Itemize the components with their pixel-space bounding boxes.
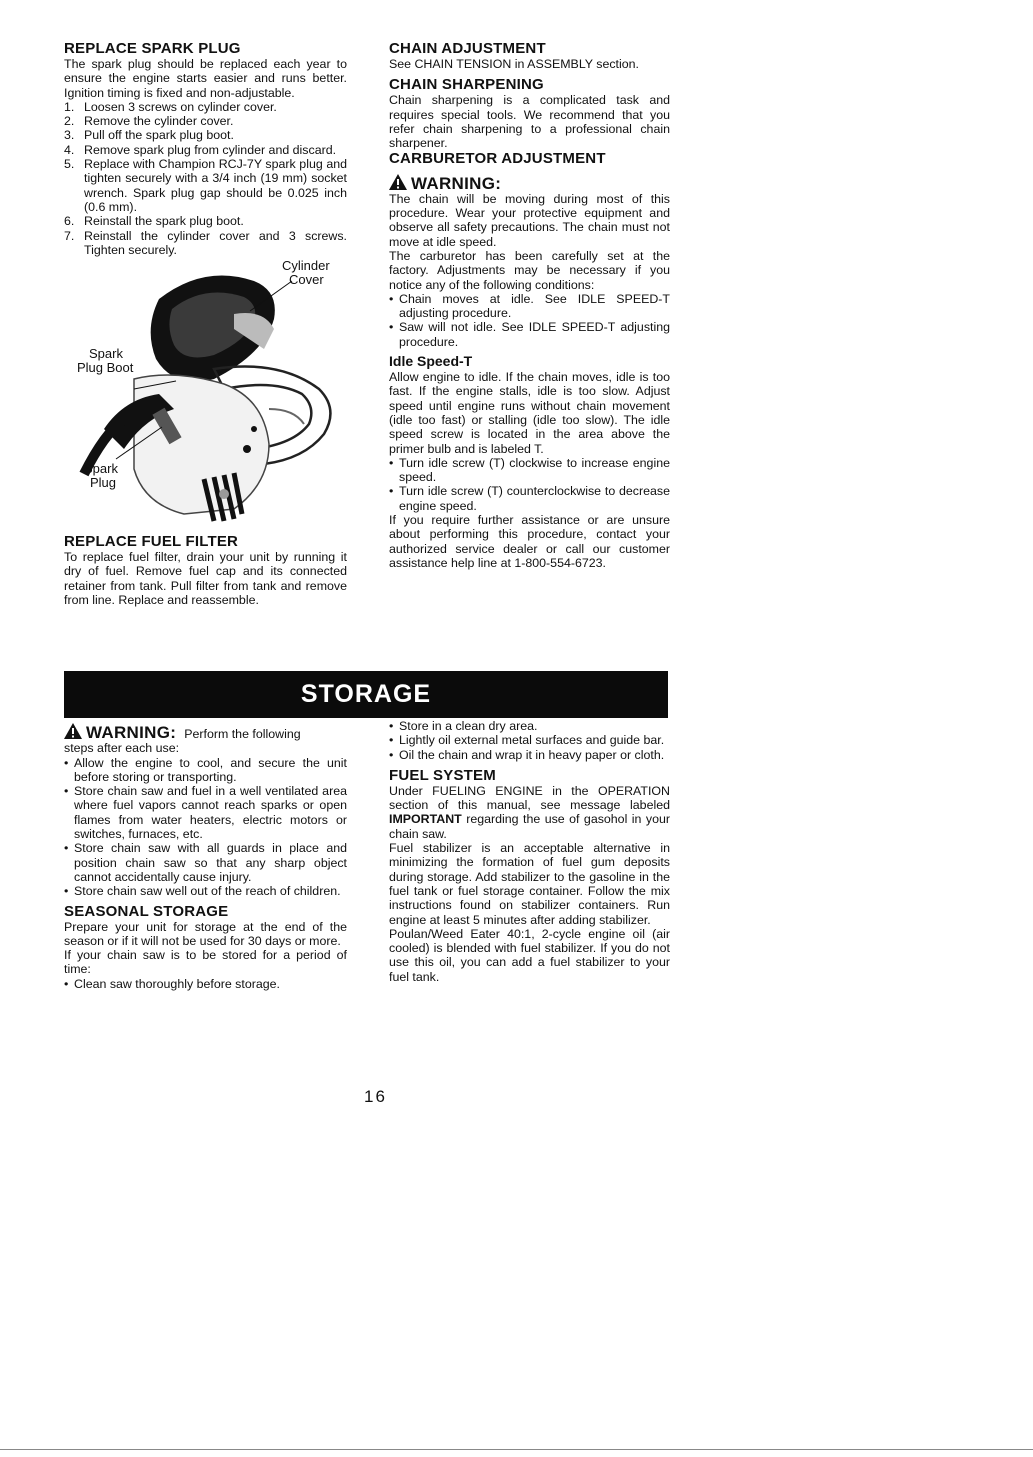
bullet-text: Chain moves at idle. See IDLE SPEED-T adjusting procedure. bbox=[399, 291, 670, 321]
idle-speed-bullets bbox=[389, 456, 670, 513]
replace-spark-plug-intro: The spark plug should be replaced each year to ensure the engine starts easier and runs better. Ignition timing is fixed and non-adjustable. bbox=[64, 57, 347, 100]
step-text: Pull off the spark plug boot. bbox=[84, 128, 234, 143]
bullet-text: Lightly oil external metal surfaces and guide bar. bbox=[399, 733, 665, 748]
bullet-icon: • bbox=[389, 455, 394, 470]
fuel-system-text1-b: regarding the use of gasohol in your chain saw. bbox=[389, 812, 670, 841]
label-spark: Spark bbox=[84, 461, 118, 477]
bullet-icon: • bbox=[64, 884, 69, 899]
label-plug-boot: Plug Boot bbox=[77, 360, 134, 376]
list-item bbox=[389, 733, 670, 747]
label-plug: Plug bbox=[90, 475, 117, 491]
list-item bbox=[389, 456, 670, 485]
bullet-icon: • bbox=[389, 291, 394, 306]
label-spark-boot: Spark bbox=[89, 346, 123, 362]
bullet-text: Clean saw thoroughly before storage. bbox=[74, 976, 280, 991]
bullet-text: Allow the engine to cool, and secure the unit before storing or transporting. bbox=[74, 755, 347, 784]
list-item bbox=[64, 756, 347, 785]
chain-adjustment-text: See CHAIN TENSION in ASSEMBLY section. bbox=[389, 57, 639, 71]
storage-warning-label: WARNING: bbox=[86, 723, 177, 742]
bullet-icon: • bbox=[64, 976, 69, 991]
step-text: Remove the cylinder cover. bbox=[84, 114, 234, 129]
left-column-top bbox=[64, 40, 347, 607]
list-item bbox=[389, 320, 670, 349]
list-item bbox=[389, 484, 670, 513]
step-number: 1. bbox=[64, 99, 75, 114]
bottom-rule bbox=[0, 1449, 1033, 1450]
warning-triangle-icon bbox=[389, 174, 407, 190]
storage-warning-text: Perform the following bbox=[184, 727, 301, 741]
storage-warning bbox=[64, 722, 347, 741]
right-column-top bbox=[389, 40, 670, 570]
fuel-system-important: IMPORTANT bbox=[389, 812, 462, 827]
step-number: 4. bbox=[64, 142, 75, 157]
fuel-system-heading: FUEL SYSTEM bbox=[389, 766, 496, 784]
bullet-text: Turn idle screw (T) clockwise to increase engine speed. bbox=[399, 455, 670, 485]
bullet-text: Store chain saw and fuel in a well ventilated area where fuel vapors cannot reach sparks or open flames from water heaters, electric motors or switches, furnaces, etc. bbox=[74, 784, 347, 842]
bullet-icon: • bbox=[389, 719, 394, 733]
idle-speed-text: Allow engine to idle. If the chain moves, idle is too fast. If the engine stalls, idle is too slow. Adjust speed until engine runs without chain movement (idle too fast) or stalling (idle too slow). The idle speed screw is located in the area above the primer bulb and is labeled T. bbox=[389, 370, 670, 456]
list-item bbox=[64, 784, 347, 841]
list-item bbox=[64, 128, 347, 142]
chain-sharpening-heading: CHAIN SHARPENING bbox=[389, 76, 544, 94]
list-item bbox=[64, 157, 347, 214]
seasonal-storage-text1: Prepare your unit for storage at the end of the season or if it will not be used for 30 days or more. bbox=[64, 919, 347, 948]
step-text: Loosen 3 screws on cylinder cover. bbox=[84, 99, 277, 114]
carburetor-text: The carburetor has been carefully set at the factory. Adjustments may be necessary if you notice any of the following conditions: bbox=[389, 248, 670, 292]
storage-banner: STORAGE bbox=[64, 671, 668, 718]
storage-bullets bbox=[64, 756, 347, 899]
chainsaw-figure bbox=[64, 259, 354, 529]
list-item bbox=[64, 100, 347, 114]
left-column-bottom bbox=[64, 720, 347, 991]
carburetor-warning bbox=[389, 173, 670, 194]
list-item bbox=[389, 719, 670, 733]
fuel-system-text3: Poulan/Weed Eater 40:1, 2-cycle engine oil (air cooled) is blended with fuel stabilizer. If you do not use this oil, you can add a fuel stabilizer to your fuel tank. bbox=[389, 926, 670, 984]
list-item bbox=[64, 114, 347, 128]
list-item bbox=[64, 229, 347, 258]
bullet-text: Saw will not idle. See IDLE SPEED-T adjusting procedure. bbox=[399, 320, 670, 349]
replace-spark-plug-heading: REPLACE SPARK PLUG bbox=[64, 40, 241, 57]
step-number: 2. bbox=[64, 114, 75, 129]
storage-warning-cont: steps after each use: bbox=[64, 741, 180, 756]
idle-speed-help-text: If you require further assistance or are unsure about performing this procedure, contact your authorized service dealer or call our customer assistance help line at 1-800-554-6723. bbox=[389, 513, 670, 570]
seasonal-storage-heading: SEASONAL STORAGE bbox=[64, 902, 229, 920]
carburetor-bullets bbox=[389, 292, 670, 349]
bullet-icon: • bbox=[389, 733, 394, 748]
list-item bbox=[389, 292, 670, 321]
bullet-text: Turn idle screw (T) counterclockwise to decrease engine speed. bbox=[399, 484, 670, 513]
warning-triangle-icon bbox=[64, 723, 82, 739]
fuel-system-text1 bbox=[389, 784, 670, 841]
label-cover: Cover bbox=[289, 272, 324, 288]
bullet-text: Store chain saw with all guards in place and position chain saw so that any sharp object cannot accidentally cause injury. bbox=[74, 841, 347, 884]
idle-speed-heading: Idle Speed-T bbox=[389, 353, 473, 370]
step-number: 5. bbox=[64, 157, 75, 172]
carburetor-warning-text: The chain will be moving during most of this procedure. Wear your protective equipment and observe all safety precautions. The chain must not move at idle speed. bbox=[389, 191, 670, 249]
list-item bbox=[64, 143, 347, 157]
carburetor-adjustment-heading: CARBURETOR ADJUSTMENT bbox=[389, 150, 606, 168]
list-item bbox=[64, 884, 347, 898]
step-number: 3. bbox=[64, 128, 75, 143]
step-number: 7. bbox=[64, 228, 75, 243]
bullet-icon: • bbox=[389, 747, 394, 762]
carburetor-warning-label: WARNING: bbox=[411, 174, 502, 194]
bullet-icon: • bbox=[64, 841, 69, 856]
step-number: 6. bbox=[64, 214, 75, 229]
step-text: Replace with Champion RCJ-7Y spark plug and tighten securely with a 3/4 inch (19 mm) socket wrench. Spark plug gap should be 0.025 inch (0.6 mm). bbox=[84, 157, 347, 214]
replace-fuel-filter-heading: REPLACE FUEL FILTER bbox=[64, 533, 239, 551]
bullet-icon: • bbox=[389, 484, 394, 499]
chain-adjustment-heading: CHAIN ADJUSTMENT bbox=[389, 40, 546, 57]
list-item bbox=[64, 977, 347, 991]
bullet-icon: • bbox=[64, 784, 69, 799]
seasonal-storage-bullets bbox=[64, 977, 347, 991]
list-item bbox=[64, 841, 347, 884]
page-number: 16 bbox=[364, 1087, 387, 1106]
fuel-system-text1-a: Under FUELING ENGINE in the OPERATION section of this manual, see message labeled bbox=[389, 783, 670, 813]
label-cylinder: Cylinder bbox=[282, 258, 330, 274]
step-text: Remove spark plug from cylinder and discard. bbox=[84, 142, 337, 157]
fuel-system-text2: Fuel stabilizer is an acceptable alternative in minimizing the formation of fuel gum deposits during storage. Add stabilizer to the gasoline in the fuel tank or fuel storage container. Follow the mix instructions found on stabilizer containers. Run engine at least 5 minutes after adding stabilizer. bbox=[389, 841, 670, 927]
right-column-bottom bbox=[389, 719, 670, 984]
list-item bbox=[64, 214, 347, 228]
bullet-icon: • bbox=[64, 755, 69, 770]
step-text: Reinstall the spark plug boot. bbox=[84, 214, 244, 229]
chain-sharpening-text: Chain sharpening is a complicated task and requires special tools. We recommend that you refer chain sharpening to a professional chain sharpener. bbox=[389, 93, 670, 151]
bullet-icon: • bbox=[389, 320, 394, 335]
seasonal-storage-text2: If your chain saw is to be stored for a period of time: bbox=[64, 948, 347, 977]
step-text: Reinstall the cylinder cover and 3 screws. Tighten securely. bbox=[84, 228, 347, 257]
bullet-text: Store chain saw well out of the reach of children. bbox=[74, 884, 341, 899]
storage-right-bullets bbox=[389, 719, 670, 762]
spark-plug-steps bbox=[64, 100, 347, 257]
replace-fuel-filter-text: To replace fuel filter, drain your unit by running it dry of fuel. Remove fuel cap and its connected retainer from tank. Pull filter from tank and remove from line. Replace and reassemble. bbox=[64, 550, 347, 608]
bullet-text: Store in a clean dry area. bbox=[399, 719, 538, 733]
bullet-text: Oil the chain and wrap it in heavy paper or cloth. bbox=[399, 747, 665, 762]
list-item bbox=[389, 748, 670, 762]
